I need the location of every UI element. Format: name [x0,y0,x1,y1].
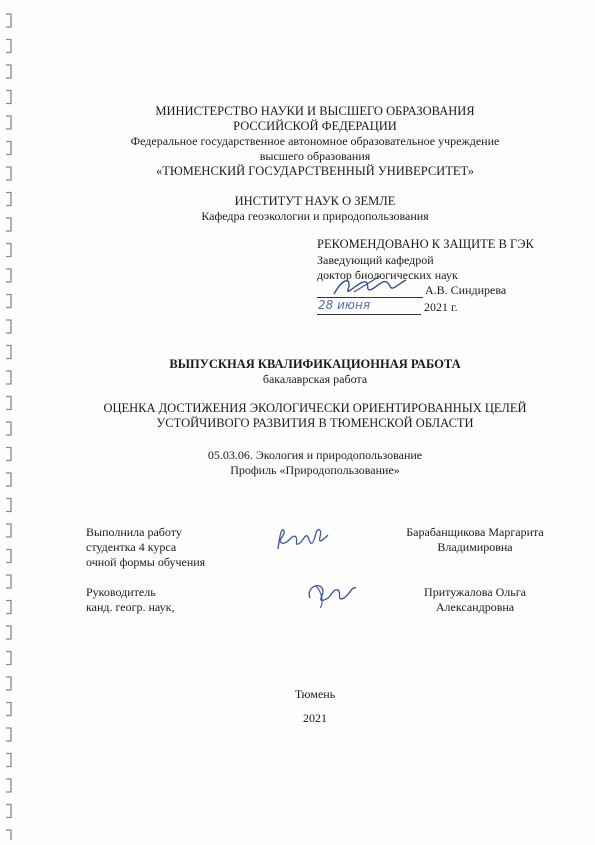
binding-ring [6,142,11,155]
binding-ring [6,601,11,614]
author-label-3: очной формы обучения [86,555,206,569]
approval-degree: доктор биологических наук [317,268,458,282]
binding-ring [6,346,11,359]
author-signature-icon [272,523,332,557]
city: Тюмень [294,687,336,701]
university-name: «ТЮМЕНСКИЙ ГОСУДАРСТВЕННЫЙ УНИВЕРСИТЕТ» [155,164,475,178]
approval-year: 2021 г. [424,300,458,314]
binding-ring [6,703,11,716]
binding-ring [6,244,11,257]
author-label-1: Выполнила работу [86,525,182,539]
binding-ring [6,116,11,129]
approval-role: Заведующий кафедрой [317,253,434,267]
binding-ring [6,422,11,435]
approval-name: А.В. Синдирева [425,283,507,297]
binding-ring [6,448,11,461]
work-title-line-2: УСТОЙЧИВОГО РАЗВИТИЯ В ТЮМЕНСКОЙ ОБЛАСТИ [156,416,474,430]
year: 2021 [303,711,327,725]
binding-ring [6,830,11,840]
work-type: ВЫПУСКНАЯ КВАЛИФИКАЦИОННАЯ РАБОТА [169,357,461,371]
author-label-2: студентка 4 курса [86,540,177,554]
binding-ring [6,677,11,690]
binding-ring [6,295,11,308]
institution-line-1: Федеральное государственное автономное образовательное учреждение [130,134,500,148]
binding-ring [6,652,11,665]
binding-ring [6,728,11,741]
institution-line-2: высшего образования [259,149,371,163]
author-name-1: Барабанщикова Маргарита [406,525,544,539]
binding-ring [6,754,11,767]
approval-signature-icon [330,272,410,300]
binding-ring [6,550,11,563]
work-subtype: бакалаврская работа [262,372,368,386]
binding-ring [6,269,11,282]
work-profile: Профиль «Природопользование» [230,463,400,477]
binding-ring [6,65,11,78]
approval-title: РЕКОМЕНДОВАНО К ЗАЩИТЕ В ГЭК [317,237,534,251]
binding-ring [6,524,11,537]
work-title-line-1: ОЦЕНКА ДОСТИЖЕНИЯ ЭКОЛОГИЧЕСКИ ОРИЕНТИРОВАННЫХ ЦЕЛЕЙ [103,401,527,415]
approval-date-handwritten: 28 июня [318,298,371,312]
ministry-line-2: РОССИЙСКОЙ ФЕДЕРАЦИИ [233,119,397,133]
binding-ring [6,193,11,206]
binding-ring [6,91,11,104]
binding-ring [6,575,11,588]
binding-edge [0,0,22,840]
author-name-2: Владимировна [437,540,513,554]
institute-name: ИНСТИТУТ НАУК О ЗЕМЛЕ [234,194,396,208]
supervisor-name-2: Александровна [435,600,515,614]
supervisor-name-1: Притужалова Ольга [424,585,526,599]
binding-ring [6,805,11,818]
binding-ring [6,167,11,180]
binding-ring [6,397,11,410]
supervisor-label-1: Руководитель [86,585,156,599]
department-name: Кафедра геоэкологии и природопользования [201,209,429,223]
ministry-line-1: МИНИСТЕРСТВО НАУКИ И ВЫСШЕГО ОБРАЗОВАНИЯ [155,104,475,118]
binding-ring [6,14,11,27]
binding-rings-icon [0,0,22,840]
supervisor-signature-icon [302,578,362,612]
binding-ring [6,320,11,333]
binding-ring [6,473,11,486]
binding-ring [6,40,11,53]
binding-ring [6,779,11,792]
binding-ring [6,626,11,639]
supervisor-label-2: канд. геогр. наук, [86,600,175,614]
binding-ring [6,218,11,231]
binding-ring [6,499,11,512]
binding-ring [6,371,11,384]
work-specialty: 05.03.06. Экология и природопользование [207,448,423,462]
